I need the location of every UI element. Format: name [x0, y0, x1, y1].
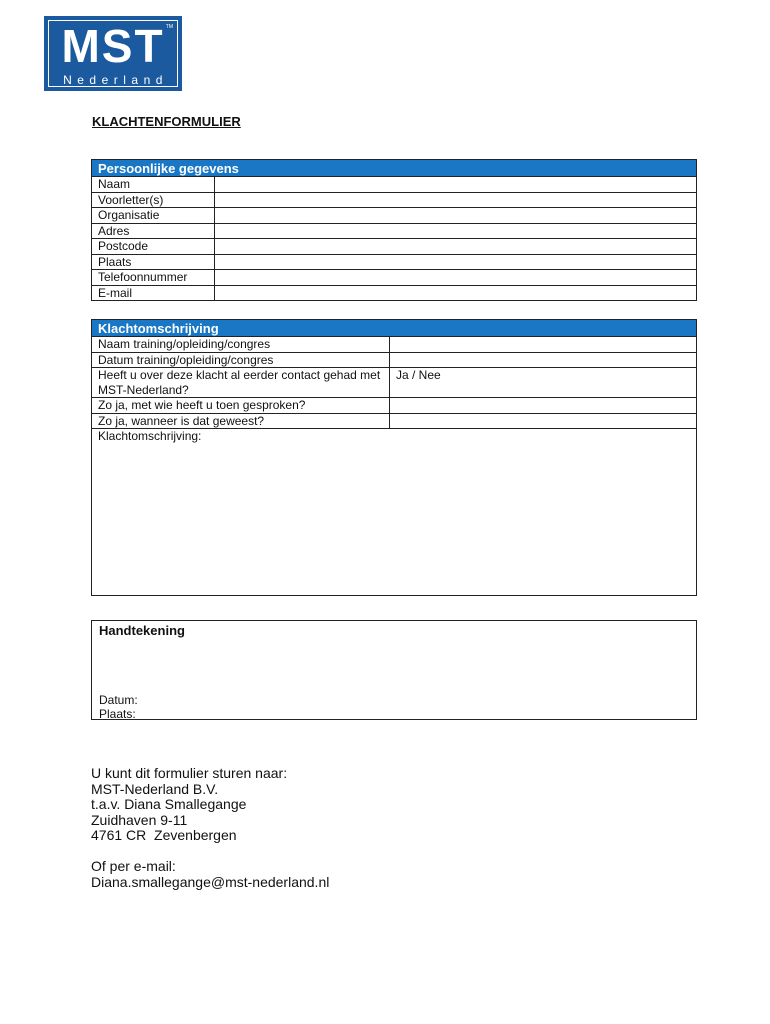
mst-logo	[44, 16, 182, 91]
table-row	[92, 239, 697, 255]
logo-trademark: TM	[165, 24, 173, 30]
table-row	[92, 398, 697, 414]
table-row	[92, 177, 697, 193]
initials-input[interactable]	[215, 192, 697, 208]
organisation-input[interactable]	[215, 208, 697, 224]
phone-input[interactable]	[215, 270, 697, 286]
postcode-input[interactable]	[215, 239, 697, 255]
table-row	[92, 208, 697, 224]
name-input[interactable]	[215, 177, 697, 193]
address-street: Zuidhaven 9-11	[91, 811, 188, 828]
address-intro: U kunt dit formulier sturen naar:	[91, 765, 288, 781]
personal-details-heading: Persoonlijke gegevens	[92, 160, 697, 177]
table-row	[92, 270, 697, 286]
email-intro: Of per e-mail:	[91, 858, 176, 874]
training-name-input[interactable]	[390, 337, 697, 353]
contact-person-input[interactable]	[390, 398, 697, 414]
field-label: Organisatie	[92, 208, 215, 224]
table-row	[92, 413, 697, 429]
previous-contact-input[interactable]: Ja / Nee	[390, 368, 697, 398]
address-company: MST-Nederland B.V.	[91, 780, 219, 797]
table-row	[92, 352, 697, 368]
table-row	[92, 223, 697, 239]
complaint-description-label: Klachtomschrijving:	[98, 429, 202, 443]
field-label: Naam training/opleiding/congres	[92, 337, 390, 353]
page-title: KLACHTENFORMULIER	[92, 114, 241, 129]
address-attention: t.a.v. Diana Smallegange	[91, 796, 247, 812]
signature-date-label: Datum:	[99, 693, 138, 707]
field-label: E-mail	[92, 285, 215, 301]
email-address-link[interactable]: Diana.smallegange@mst-nederland.nl	[91, 873, 330, 890]
complaint-heading: Klachtomschrijving	[92, 320, 697, 337]
field-label: Zo ja, wanneer is dat geweest?	[92, 413, 390, 429]
address-postal: 4761 CR Zevenbergen	[91, 827, 237, 843]
training-date-input[interactable]	[390, 352, 697, 368]
logo-sub-text: Nederland	[63, 73, 168, 87]
signature-heading: Handtekening	[99, 623, 185, 638]
field-label: Voorletter(s)	[92, 192, 215, 208]
personal-details-table	[91, 159, 697, 301]
table-row	[92, 368, 697, 398]
field-label: Naam	[92, 177, 215, 193]
complaint-table	[91, 319, 697, 596]
field-label: Postcode	[92, 239, 215, 255]
email-contact	[91, 859, 329, 890]
contact-date-input[interactable]	[390, 413, 697, 429]
city-input[interactable]	[215, 254, 697, 270]
complaint-description-area[interactable]	[92, 429, 697, 596]
table-row	[92, 254, 697, 270]
field-label: Zo ja, met wie heeft u toen gesproken?	[92, 398, 390, 414]
table-row	[92, 337, 697, 353]
mailing-address	[91, 766, 287, 844]
field-label: Plaats	[92, 254, 215, 270]
address-input[interactable]	[215, 223, 697, 239]
logo-main-text: MST	[61, 20, 165, 72]
field-label: Telefoonnummer	[92, 270, 215, 286]
table-row	[92, 192, 697, 208]
field-label: Datum training/opleiding/congres	[92, 352, 390, 368]
email-input[interactable]	[215, 285, 697, 301]
field-label: Adres	[92, 223, 215, 239]
field-label: Heeft u over deze klacht al eerder contact gehad met MST-Nederland?	[92, 368, 390, 398]
signature-box[interactable]	[91, 620, 697, 720]
table-row	[92, 285, 697, 301]
signature-place-label: Plaats:	[99, 707, 136, 721]
